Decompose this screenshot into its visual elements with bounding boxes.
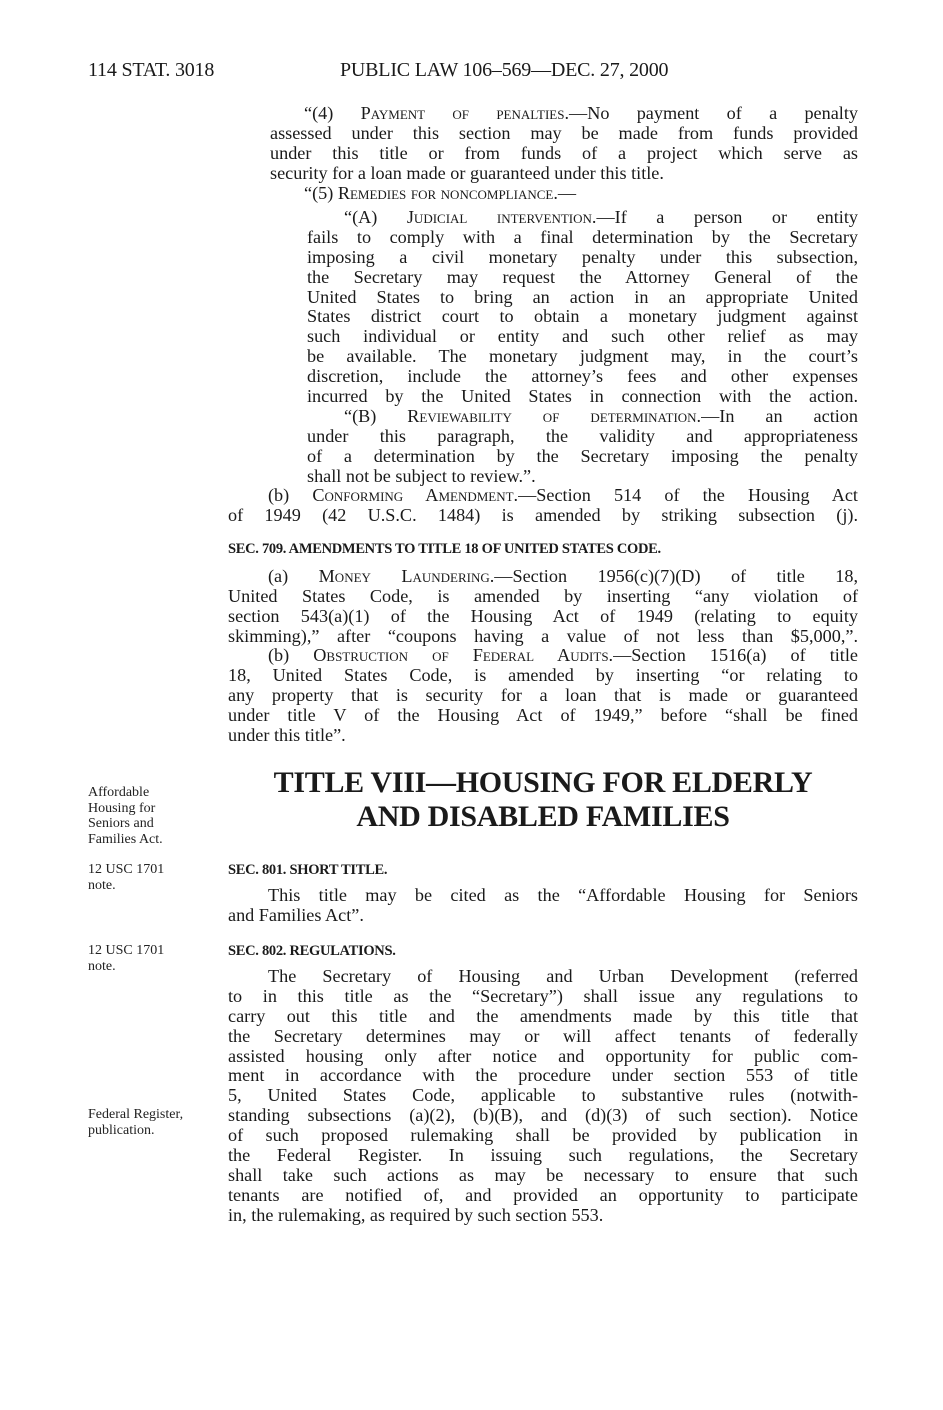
paragraph-line: This title may be cited as the “Affordable Housing for Seniors — [268, 885, 858, 905]
section-802-heading: SEC. 802. REGULATIONS. — [228, 943, 396, 959]
paragraph-line: section 543(a)(1) of the Housing Act of 1949 (relating to equity — [228, 605, 858, 626]
section-801-heading: SEC. 801. SHORT TITLE. — [228, 862, 388, 878]
paragraph-heading: Conforming Amendment. — [312, 485, 519, 505]
paragraph-heading: Judicial intervention. — [406, 207, 597, 227]
margin-note-short-title-act: Affordable Housing for Seniors and Families Act. — [88, 785, 163, 847]
paragraph-line: (b) Conforming Amendment.—Section 514 of the Housing Act — [268, 485, 858, 505]
paragraph-line: ment in accordance with the procedure under section 553 of title — [228, 1065, 858, 1086]
paragraph-line: be available. The monetary judgment may, in the court’s — [307, 346, 858, 367]
margin-note-usc-802: 12 USC 1701 note. — [88, 943, 165, 974]
paragraph-conforming-amendment — [228, 486, 858, 526]
paragraph-line: 5, United States Code, applicable to substantive rules (notwith- — [228, 1085, 858, 1106]
paragraph-line: “(A) Judicial intervention.—If a person or entity — [344, 207, 858, 227]
paragraph-line: fails to comply with a final determination by the Secretary — [307, 226, 858, 247]
paragraph-line: shall not be subject to review.”. — [307, 465, 536, 486]
paragraph-line: (a) Money Laundering.—Section 1956(c)(7)(D) of title 18, — [268, 566, 858, 586]
paragraph-line: such individual or entity and such other relief as may — [307, 326, 858, 347]
paragraph-line: skimming),” after “coupons having a value of not less than $5,000,”. — [228, 625, 858, 646]
paragraph-line: carry out this title and the amendments made by this title that — [228, 1005, 858, 1026]
paragraph-line: “(B) Reviewability of determination.—In an action — [344, 406, 858, 426]
paragraph-line: imposing a civil monetary penalty under this subsection, — [307, 246, 858, 267]
paragraph-line: any property that is security for a loan that is made or guaranteed — [228, 684, 858, 705]
paragraph-line: United States to bring an action in an appropriate United — [307, 286, 858, 307]
paragraph-line: discretion, include the attorney’s fees and other expenses — [307, 366, 858, 387]
paragraph-line: of 1949 (42 U.S.C. 1484) is amended by striking subsection (j). — [228, 504, 858, 525]
section-709-heading: SEC. 709. AMENDMENTS TO TITLE 18 OF UNITED STATES CODE. — [228, 541, 661, 557]
paragraph-line: incurred by the United States in connection with the action. — [307, 386, 858, 407]
paragraph-line: standing subsections (a)(2), (b)(B), and (d)(3) of such section). Notice — [228, 1105, 858, 1126]
paragraph-line: States district court to obtain a monetary judgment against — [307, 306, 858, 327]
paragraph-line: shall take such actions as may be necessary to ensure that such — [228, 1164, 858, 1185]
stat-page-reference: 114 STAT. 3018 — [88, 59, 215, 81]
paragraph-line: to in this title as the “Secretary”) shall issue any regulations to — [228, 985, 858, 1006]
paragraph-line: assessed under this section may be made from funds provided — [270, 122, 858, 143]
paragraph-line: under title V of the Housing Act of 1949,” before “shall be fined — [228, 704, 858, 725]
paragraph-payment-of-penalties — [270, 104, 858, 203]
margin-note-federal-register: Federal Register, publication. — [88, 1107, 184, 1138]
paragraph-line: and Families Act”. — [228, 904, 364, 925]
paragraph-reviewability — [307, 407, 858, 487]
paragraph-money-laundering — [228, 567, 858, 647]
paragraph-line: assisted housing only after notice and opportunity for public com- — [228, 1045, 858, 1066]
paragraph-heading: Obstruction of Federal Audits. — [313, 645, 614, 665]
paragraph-line: (b) Obstruction of Federal Audits.—Section 1516(a) of title — [268, 645, 858, 665]
paragraph-line: of a determination by the Secretary imposing the penalty — [307, 445, 858, 466]
paragraph-line: security for a loan made or guaranteed under this title. — [270, 162, 664, 183]
paragraph-line: “(4) Payment of penalties.—No payment of a penalty — [304, 103, 858, 123]
paragraph-heading: Payment of penalties. — [360, 103, 569, 123]
paragraph-line: the Secretary determines may or will affect tenants of federally — [228, 1025, 858, 1046]
paragraph-line: under this paragraph, the validity and appropriateness — [307, 425, 858, 446]
paragraph-line: of such proposed rulemaking shall be provided by publication in — [228, 1125, 858, 1146]
paragraph-line: under this title or from funds of a project which serve as — [270, 142, 858, 163]
paragraph-line: The Secretary of Housing and Urban Development (referred — [268, 966, 858, 986]
paragraph-line: under this title”. — [228, 724, 346, 745]
title-viii-heading: TITLE VIII—HOUSING FOR ELDERLY AND DISABLED FAMILIES — [273, 766, 813, 833]
paragraph-obstruction-of-audits — [228, 646, 858, 745]
paragraph-short-title — [228, 886, 858, 926]
paragraph-heading-remedies: “(5) Remedies for noncompliance.— — [304, 182, 577, 203]
public-law-header: PUBLIC LAW 106–569—DEC. 27, 2000 — [340, 59, 669, 81]
paragraph-regulations — [228, 967, 858, 1226]
paragraph-line: 18, United States Code, is amended by inserting “or relating to — [228, 664, 858, 685]
paragraph-line: in, the rulemaking, as required by such section 553. — [228, 1204, 604, 1225]
paragraph-judicial-intervention — [307, 208, 858, 407]
paragraph-line: the Federal Register. In issuing such regulations, the Secretary — [228, 1145, 858, 1166]
paragraph-heading: Reviewability of determination. — [407, 406, 702, 426]
paragraph-line: the Secretary may request the Attorney General of the — [307, 266, 858, 287]
margin-note-usc-801: 12 USC 1701 note. — [88, 862, 165, 893]
paragraph-line: tenants are notified of, and provided an opportunity to participate — [228, 1184, 858, 1205]
paragraph-heading: Money Laundering. — [318, 566, 495, 586]
paragraph-line: United States Code, is amended by inserting “any violation of — [228, 585, 858, 606]
